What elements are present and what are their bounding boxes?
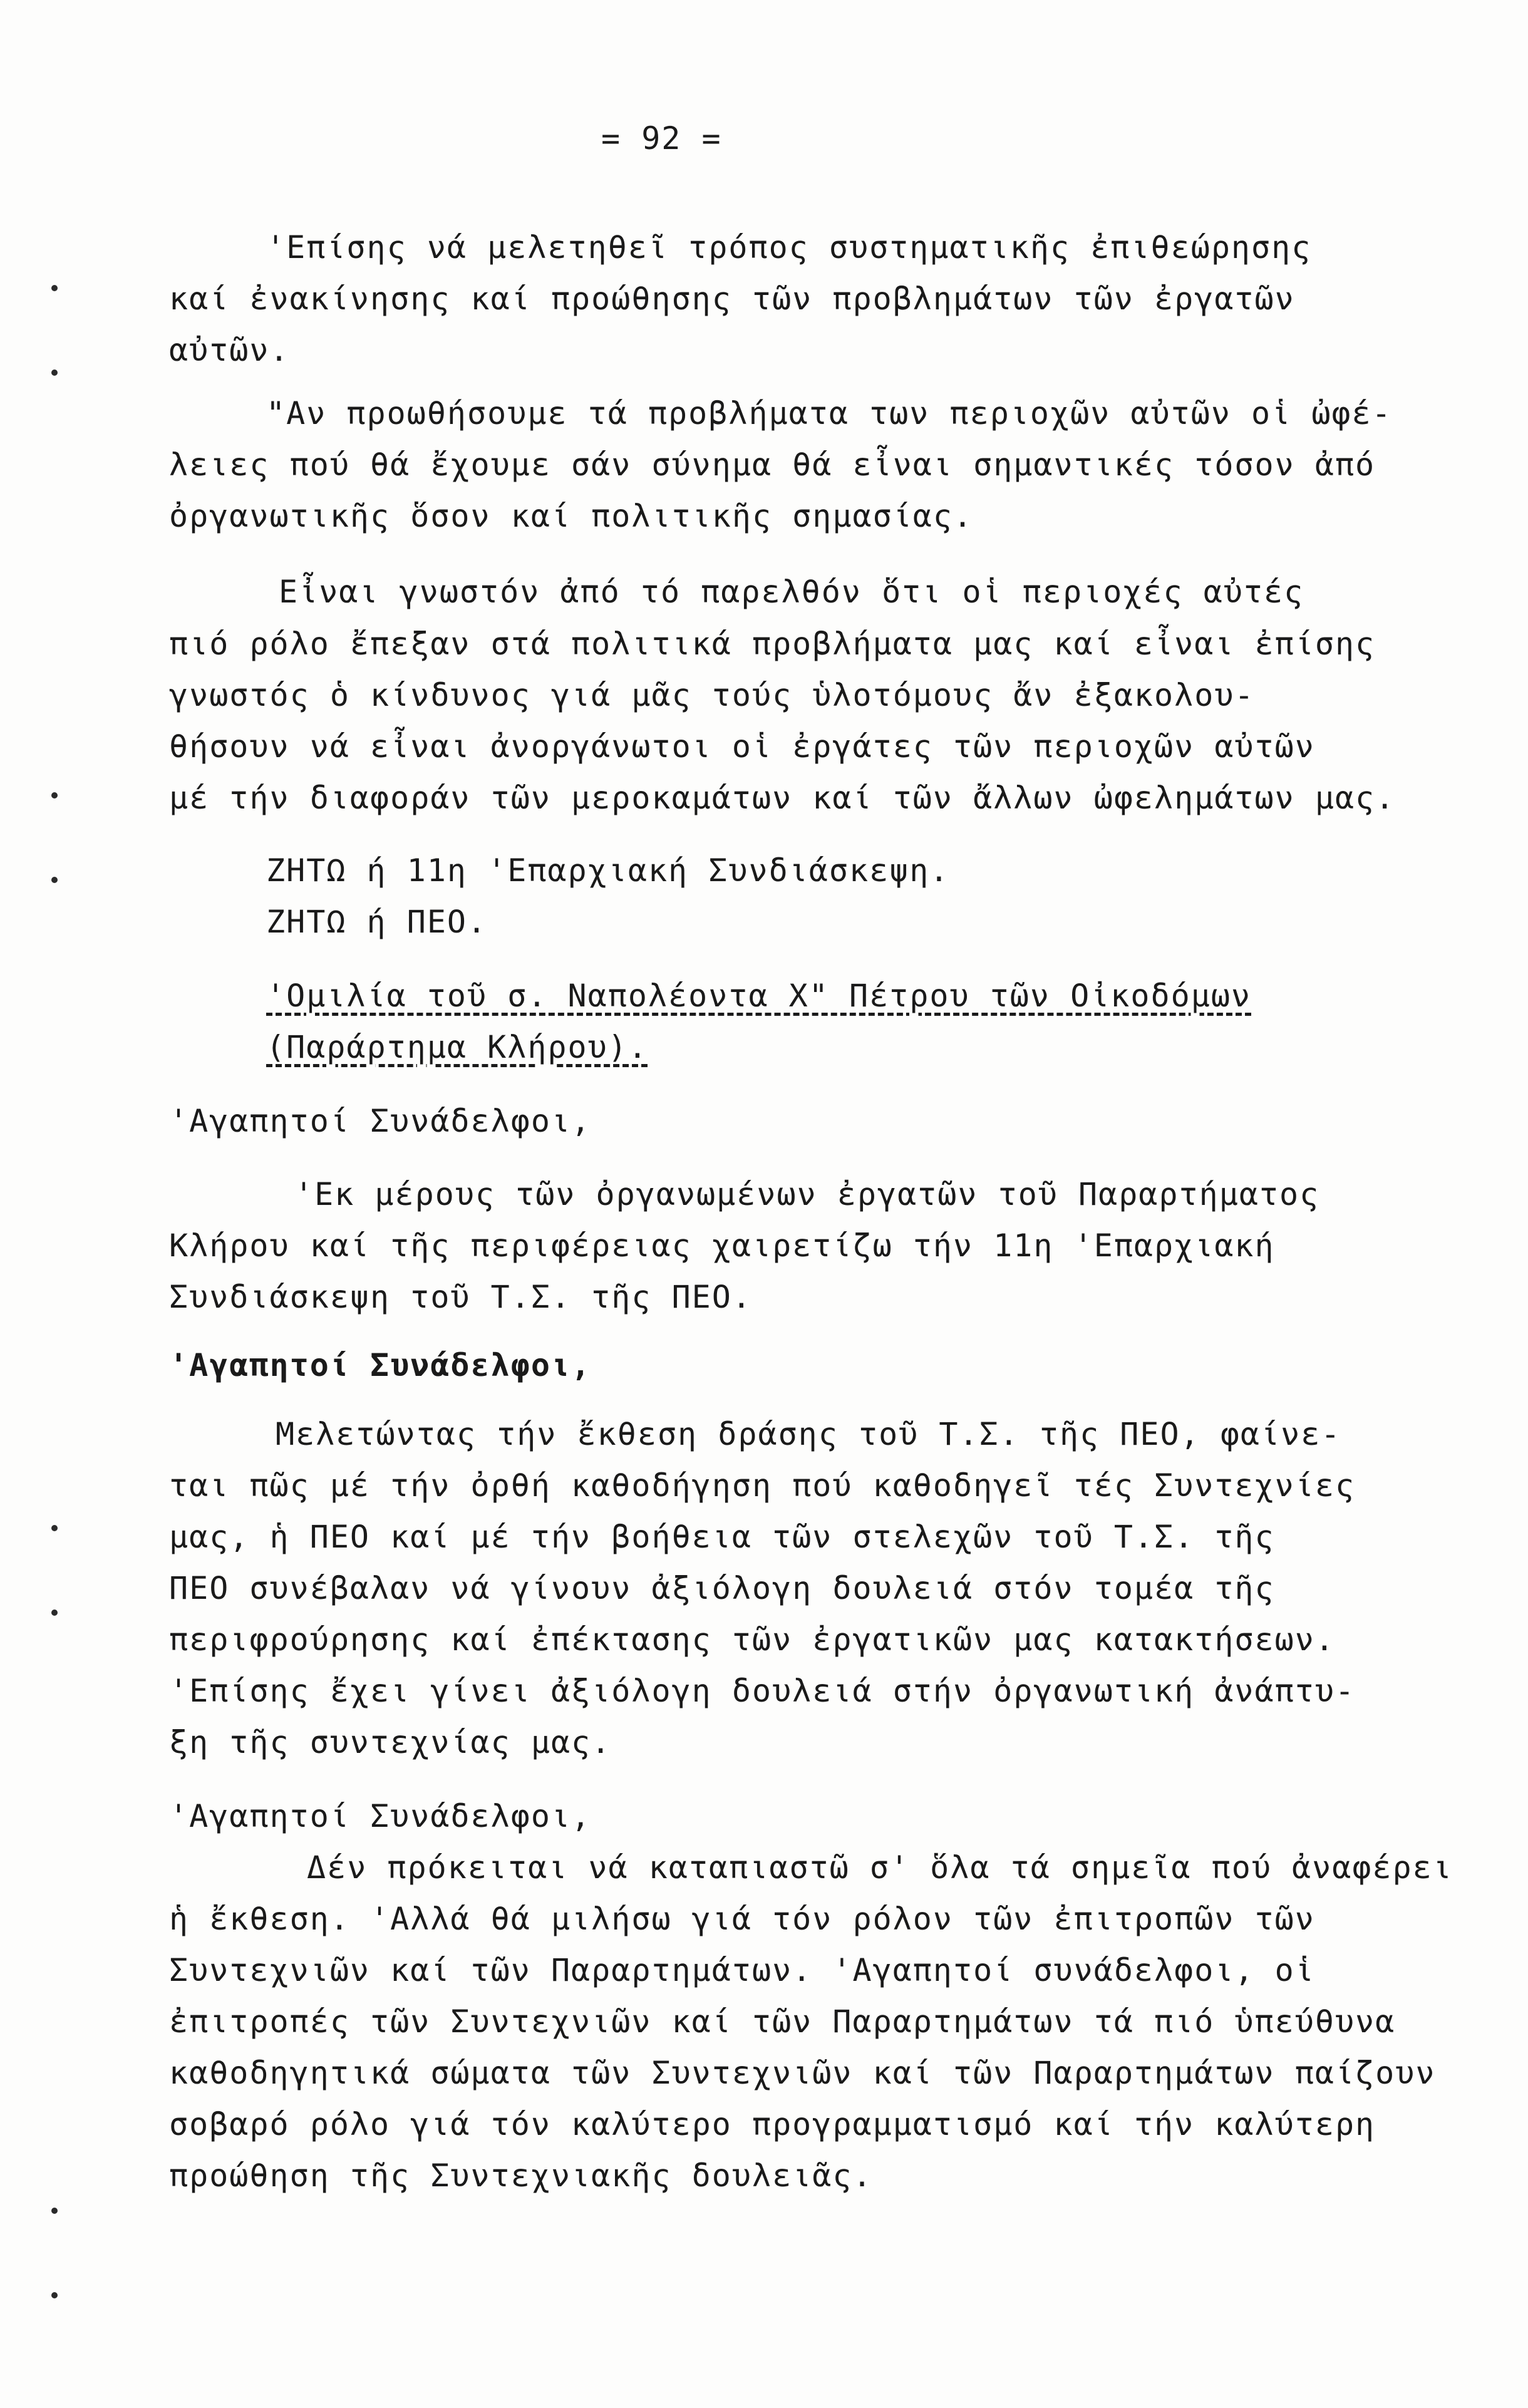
text-line: Μελετώντας τήν ἔκθεση δράσης τοῦ Τ.Σ. τῆς ΠΕΟ, φαίνε- — [276, 1416, 1341, 1452]
scan-mark — [51, 877, 58, 883]
text-line: περιφρούρησης καί ἐπέκτασης τῶν ἐργατικῶν μας κατακτήσεων. — [169, 1621, 1335, 1658]
scan-mark — [51, 792, 58, 798]
scan-mark — [51, 369, 58, 376]
text-line: 'Επίσης ἔχει γίνει ἀξιόλογη δουλειά στήν ὀργανωτική ἀνάπτυ- — [169, 1673, 1356, 1709]
text-line: "Αν προωθήσουμε τά προβλήματα των περιοχῶν αὐτῶν οἱ ὠφέ- — [266, 395, 1392, 431]
text-line: σοβαρό ρόλο γιά τόν καλύτερο προγραμματισμό καί τήν καλύτερη — [169, 2106, 1376, 2142]
text-line: ΠΕΟ συνέβαλαν νά γίνουν ἀξιόλογη δουλειά στόν τομέα τῆς — [169, 1570, 1275, 1606]
scan-mark — [51, 2292, 58, 2298]
text-line: θήσουν νά εἶναι ἀνοργάνωτοι οἱ ἐργάτες τῶν περιοχῶν αὐτῶν — [169, 728, 1315, 765]
text-line: Κλήρου καί τῆς περιφέρειας χαιρετίζω τήν 11η 'Επαρχιακή — [169, 1227, 1275, 1264]
scan-mark — [51, 285, 58, 291]
text-line: Εἶναι γνωστόν ἀπό τό παρελθόν ὅτι οἱ περιοχές αὐτές — [279, 574, 1304, 610]
scan-mark — [51, 2208, 58, 2214]
text-line: λειες πού θά ἔχουμε σάν σύνημα θά εἶναι σημαντικές τόσον ἀπό — [169, 447, 1376, 483]
text-line: προώθηση τῆς Συντεχνιακῆς δουλειᾶς. — [169, 2157, 873, 2194]
scan-mark — [51, 1610, 58, 1616]
scan-mark — [51, 1525, 58, 1531]
text-line: καί ἐνακίνησης καί προώθησης τῶν προβλημάτων τῶν ἐργατῶν — [169, 281, 1295, 317]
text-line: μέ τήν διαφοράν τῶν μεροκαμάτων καί τῶν ἄλλων ὠφελημάτων μας. — [169, 780, 1396, 816]
text-line: Συνδιάσκεψη τοῦ Τ.Σ. τῆς ΠΕΟ. — [169, 1279, 752, 1315]
text-line: 'Επίσης νά μελετηθεῖ τρόπος συστηματικῆς ἐπιθεώρησης — [266, 229, 1312, 266]
text-line: πιό ρόλο ἔπεξαν στά πολιτικά προβλήματα μας καί εἶναι ἐπίσης — [169, 626, 1376, 662]
slogan-line: ΖΗΤΩ ή 11η 'Επαρχιακή Συνδιάσκεψη. — [266, 852, 950, 889]
greeting: 'Αγαπητοί Συνάδελφοι, — [169, 1103, 592, 1139]
greeting: 'Αγαπητοί Συνάδελφοι, — [169, 1798, 592, 1834]
text-line: ἡ ἔκθεση. 'Αλλά θά μιλήσω γιά τόν ρόλον τῶν ἐπιτροπῶν τῶν — [169, 1901, 1315, 1937]
text-line: μας, ἡ ΠΕΟ καί μέ τήν βοήθεια τῶν στελεχῶν τοῦ Τ.Σ. τῆς — [169, 1519, 1275, 1555]
text-line: ὀργανωτικῆς ὅσον καί πολιτικῆς σημασίας. — [169, 498, 974, 534]
text-line: 'Εκ μέρους τῶν ὀργανωμένων ἐργατῶν τοῦ Παραρτήματος — [294, 1176, 1320, 1212]
page-number: = 92 = — [601, 120, 722, 157]
text-line: γνωστός ὁ κίνδυνος γιά μᾶς τούς ὑλοτόμους ἄν ἐξακολου- — [169, 677, 1255, 713]
text-line: Δέν πρόκειται νά καταπιαστῶ σ' ὅλα τά σημεῖα πού ἀναφέρει — [307, 1849, 1453, 1886]
text-line: ἐπιτροπές τῶν Συντεχνιῶν καί τῶν Παραρτημάτων τά πιό ὑπεύθυνα — [169, 2003, 1396, 2040]
speech-heading: 'Ομιλία τοῦ σ. Ναπολέοντα Χ" Πέτρου τῶν Οἰκοδόμων — [266, 978, 1252, 1014]
speech-heading-branch: (Παράρτημα Κλήρου). — [266, 1029, 648, 1065]
text-line: ται πῶς μέ τήν ὀρθή καθοδήγηση πού καθοδηγεῖ τές Συντεχνίες — [169, 1467, 1356, 1504]
text-line: Συντεχνιῶν καί τῶν Παραρτημάτων. 'Αγαπητοί συνάδελφοι, οἱ — [169, 1952, 1315, 1988]
text-line: καθοδηγητικά σώματα τῶν Συντεχνιῶν καί τῶν Παραρτημάτων παίζουν — [169, 2055, 1436, 2091]
text-line: αὐτῶν. — [169, 332, 290, 368]
greeting: 'Αγαπητοί Συνάδελφοι, — [169, 1347, 592, 1383]
slogan-line: ΖΗΤΩ ή ΠΕΟ. — [266, 904, 488, 940]
text-line: ξη τῆς συντεχνίας μας. — [169, 1724, 612, 1760]
